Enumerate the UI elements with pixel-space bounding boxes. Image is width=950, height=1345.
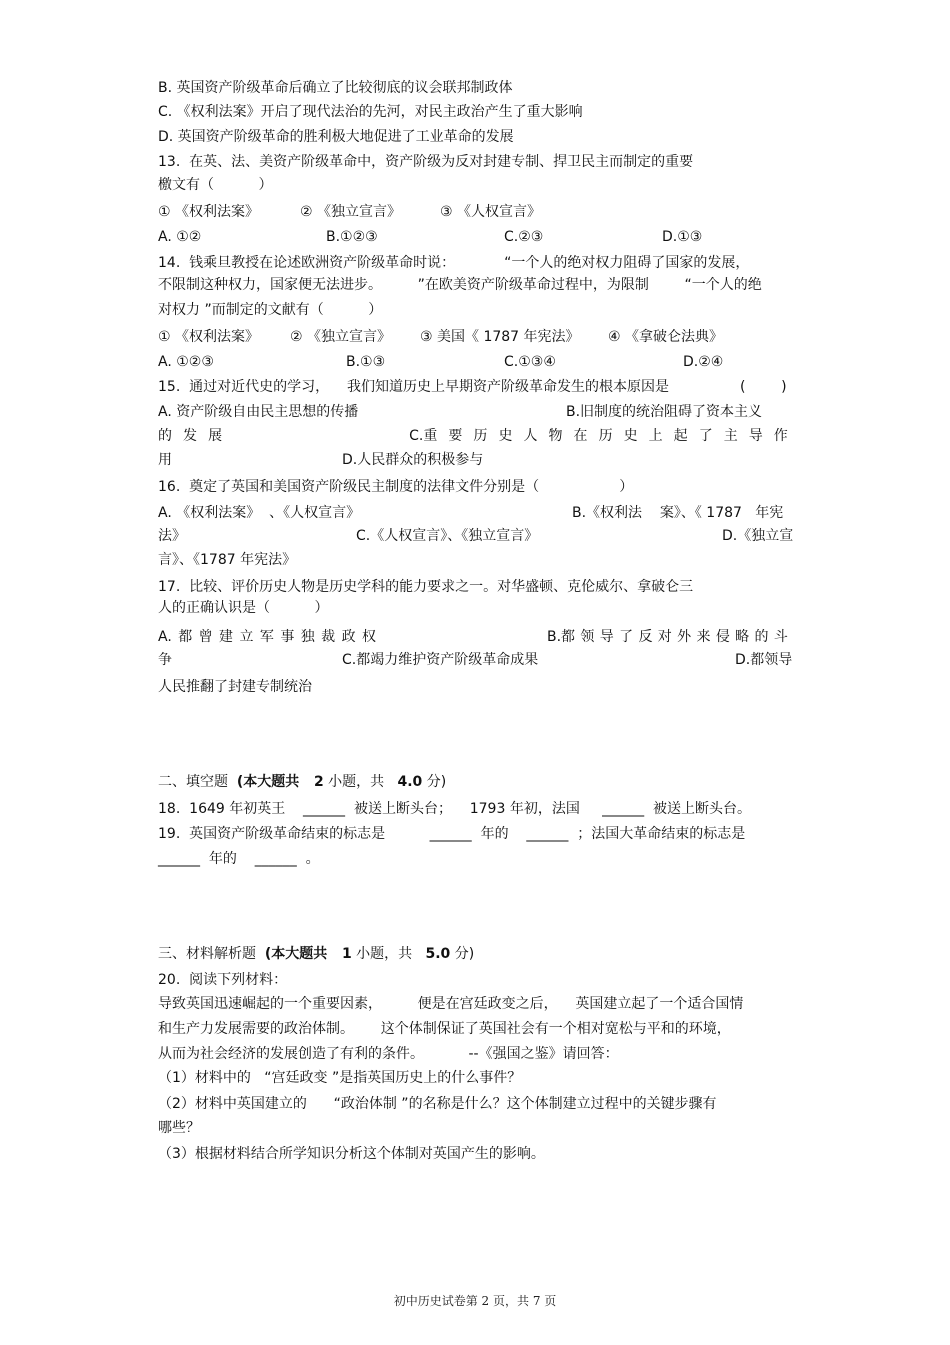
q17-char: 导 <box>599 629 614 645</box>
q17-stem-line2: 人的正确认识是（ ） <box>158 600 329 616</box>
section3-meta-b: 小题，共 <box>351 946 426 962</box>
q15-char: C.重 <box>409 428 438 444</box>
q18-text: 18. 1649 年初英王 ______ 被送上断头台； 1793 年初，法国 ______ 被送上断头台。 <box>158 801 751 817</box>
section3-heading <box>158 945 474 963</box>
q16-option-c: C.《人权宣言》、《独立宣言》 <box>356 528 539 544</box>
section2-meta-c: 分) <box>422 774 447 790</box>
q15-line3-start: 用 <box>158 452 172 468</box>
q15-char: 上 <box>648 428 663 444</box>
q17-char: 外 <box>677 629 692 645</box>
q17-option-d: D.都领导 <box>735 652 793 668</box>
q13-option-c: C.②③ <box>504 229 544 245</box>
q15-option-b: B.旧制度的统治阻碍了资本主义 <box>566 404 763 420</box>
q15-char: 发 <box>183 428 198 444</box>
q15-option-a: A. 资产阶级自由民主思想的传播 <box>158 404 359 420</box>
section3-count: 1 <box>341 946 352 962</box>
q17-char: 裁 <box>321 629 336 645</box>
q15-char: 导 <box>748 428 763 444</box>
q14-item-1: ① 《权利法案》 <box>158 329 260 345</box>
q20-subquestion-2-cont: 哪些？ <box>158 1120 200 1136</box>
q12-option-c: C. 《权利法案》开启了现代法治的先河，对民主政治产生了重大影响 <box>158 104 583 120</box>
q16-line3: 言》、《1787 年宪法》 <box>158 552 297 568</box>
q13-item-1: ① 《权利法案》 <box>158 204 260 220</box>
q17-char: 领 <box>580 629 595 645</box>
section2-count: 2 <box>313 774 324 790</box>
q14-option-a: A. ①②③ <box>158 354 214 370</box>
q17-char: 对 <box>657 629 672 645</box>
q14-stem-line1: 14. 钱乘旦教授在论述欧洲资产阶级革命时说： “一个人的绝对权力阻碍了国家的发展， <box>158 255 750 271</box>
q19-line2: ______ 年的 ______ 。 <box>158 851 320 867</box>
q17-option-a <box>158 628 376 646</box>
q17-char: 独 <box>300 629 315 645</box>
q17-option-c: C.都竭力维护资产阶级革命成果 <box>342 652 539 668</box>
q12-option-b: B. 英国资产阶级革命后确立了比较彻底的议会联邦制政体 <box>158 80 513 96</box>
q16-stem: 16. 奠定了英国和美国资产阶级民主制度的法律文件分别是（ ） <box>158 479 634 495</box>
q17-char: 曾 <box>198 629 213 645</box>
q20-subquestion-3: （3）根据材料结合所学知识分析这个体制对英国产生的影响。 <box>158 1146 545 1162</box>
q14-item-3: ③ 美国《 1787 年宪法》 <box>420 329 580 345</box>
q13-option-a: A. ①② <box>158 229 202 245</box>
q16-option-b: B.《权利法 案》、《 1787 年宪 <box>572 505 784 521</box>
q14-option-b: B.①③ <box>346 354 386 370</box>
section2-score: 4.0 <box>397 774 423 790</box>
q13-item-2: ② 《独立宣言》 <box>300 204 402 220</box>
q15-char: 主 <box>723 428 738 444</box>
q16-line2-start: 法》 <box>158 528 186 544</box>
q14-stem-line2: 不限制这种权力，国家便无法进步。 ”在欧美资产阶级革命过程中，为限制 “一个人的绝 <box>158 277 762 293</box>
q20-subquestion-1: （1）材料中的 “宫廷政变 ”是指英国历史上的什么事件？ <box>158 1070 522 1086</box>
q17-char: 立 <box>239 629 254 645</box>
q17-char: 事 <box>280 629 295 645</box>
section3-title: 三、材料解析题 <box>158 946 265 962</box>
section3-meta-a: (本大题共 <box>264 946 342 962</box>
q15-char: 史 <box>498 428 513 444</box>
q17-line3: 人民推翻了封建专制统治 <box>158 679 312 695</box>
q17-char: 来 <box>696 629 711 645</box>
q17-char: 都 <box>178 629 193 645</box>
q13-stem-line2: 檄文有（ ） <box>158 177 273 193</box>
q13-item-3: ③ 《人权宣言》 <box>440 204 542 220</box>
q17-line2-start: 争 <box>158 652 172 668</box>
page-footer: 初中历史试卷第 2 页，共 7 页 <box>393 1294 557 1308</box>
q17-char: 建 <box>219 629 234 645</box>
q15-char: 展 <box>208 428 223 444</box>
q12-option-d: D. 英国资产阶级革命的胜利极大地促进了工业革命的发展 <box>158 129 514 145</box>
q17-option-b <box>547 628 788 646</box>
section3-meta-c: 分) <box>450 946 475 962</box>
q15-char: 的 <box>158 428 172 444</box>
q14-stem-line3: 对权力 ”而制定的文献有（ ） <box>158 302 383 318</box>
q20-material-line3: 从而为社会经济的发展创造了有利的条件。 --《强国之鉴》请回答： <box>158 1046 619 1062</box>
section2-meta-b: 小题，共 <box>323 774 398 790</box>
q15-paren: ( ) <box>740 379 787 395</box>
q16-option-a: A. 《权利法案》 、《人权宣言》 <box>158 505 361 521</box>
q15-stem: 15. 通过对近代史的学习， 我们知道历史上早期资产阶级革命发生的根本原因是 <box>158 379 669 395</box>
q17-char: 的 <box>754 629 769 645</box>
q16-option-d: D.《独立宣 <box>722 528 794 544</box>
q20-material-line1: 导致英国迅速崛起的一个重要因素， 便是在宫廷政变之后， 英国建立起了一个适合国情 <box>158 996 744 1012</box>
q17-char: 了 <box>619 629 634 645</box>
q17-stem-line1: 17. 比较、评价历史人物是历史学科的能力要求之一。对华盛顿、克伦威尔、拿破仑三 <box>158 579 694 595</box>
q17-char: 侵 <box>715 629 730 645</box>
q17-char: 斗 <box>773 629 788 645</box>
q14-option-d: D.②④ <box>683 354 724 370</box>
q17-char: 政 <box>341 629 356 645</box>
q17-char: 权 <box>362 629 376 645</box>
q20-stem: 20. 阅读下列材料： <box>158 972 288 988</box>
q15-char: 物 <box>548 428 563 444</box>
q15-char: 历 <box>473 428 488 444</box>
section3-score: 5.0 <box>425 946 451 962</box>
q17-char: A. <box>158 629 172 645</box>
q15-char: 作 <box>773 428 788 444</box>
q15-option-d: D.人民群众的积极参与 <box>342 452 484 468</box>
q13-option-d: D.①③ <box>662 229 703 245</box>
q19-line1: 19. 英国资产阶级革命结束的标志是 ______ 年的 ______ ；法国大革命结束的标志是 <box>158 826 746 842</box>
q15-char: 起 <box>673 428 688 444</box>
section2-heading <box>158 773 446 791</box>
q17-char: 军 <box>259 629 274 645</box>
q15-char: 要 <box>448 428 463 444</box>
q17-char: B.都 <box>547 629 576 645</box>
q14-item-4: ④ 《拿破仑法典》 <box>608 329 724 345</box>
q14-item-2: ② 《独立宣言》 <box>290 329 392 345</box>
q15-char: 历 <box>598 428 613 444</box>
q13-stem-line1: 13. 在英、法、美资产阶级革命中，资产阶级为反对封建专制、捍卫民主而制定的重要 <box>158 154 694 170</box>
q14-option-c: C.①③④ <box>504 354 556 370</box>
q15-char: 史 <box>623 428 638 444</box>
q17-char: 略 <box>735 629 750 645</box>
q20-subquestion-2: （2）材料中英国建立的 “政治体制 ”的名称是什么？这个体制建立过程中的关键步骤有 <box>158 1096 717 1112</box>
q15-char: 在 <box>573 428 588 444</box>
q15-char: 人 <box>523 428 538 444</box>
q15-char: 了 <box>698 428 713 444</box>
q15-justified-line <box>158 427 788 445</box>
q17-char: 反 <box>638 629 653 645</box>
q20-material-line2: 和生产力发展需要的政治体制。 这个体制保证了英国社会有一个相对宽松与平和的环境， <box>158 1021 731 1037</box>
section2-title: 二、填空题 <box>158 774 237 790</box>
section2-meta-a: (本大题共 <box>236 774 314 790</box>
q13-option-b: B.①②③ <box>326 229 378 245</box>
